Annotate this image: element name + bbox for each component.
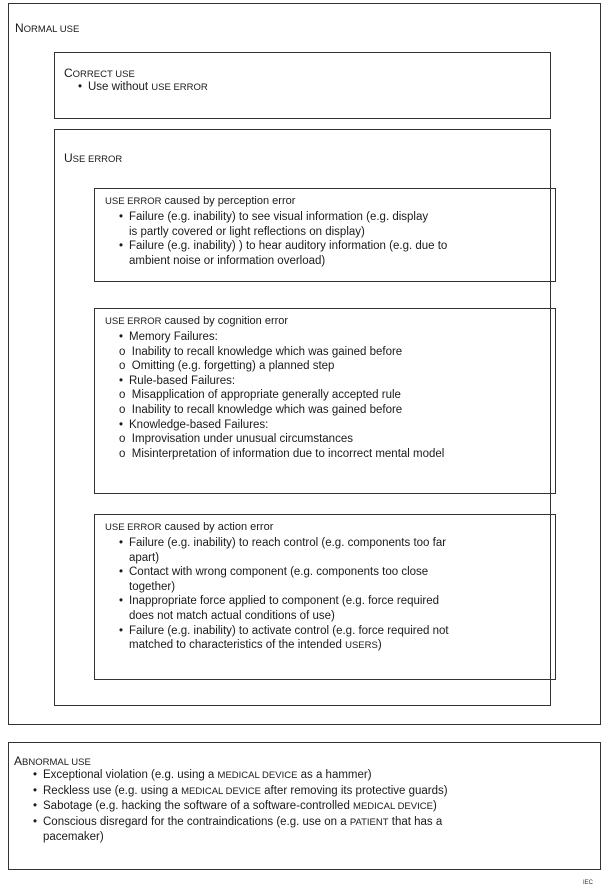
list-item-text: Omitting (e.g. forgetting) a planned step <box>131 360 335 373</box>
memory-failures-label: Memory Failures: <box>129 331 218 343</box>
list-item <box>95 565 555 580</box>
list-item <box>95 225 555 240</box>
list-item-text: apart) <box>129 551 160 564</box>
correct-use-item <box>78 81 208 93</box>
list-item-text: Inability to recall knowledge which was gained before <box>131 345 403 358</box>
abnormal-use-title-rest: BNORMAL USE <box>22 757 91 768</box>
medical-device-sc: MEDICAL DEVICE <box>353 801 433 813</box>
correct-use-title-rest: ORRECT USE <box>72 69 135 80</box>
bullet-icon: • <box>78 81 83 93</box>
list-item <box>95 624 555 639</box>
bullet-icon: • <box>119 331 124 343</box>
list-item-text: Failure (e.g. inability) ) to hear auditory information (e.g. due to <box>129 240 448 253</box>
correct-use-title <box>64 66 135 80</box>
bullet-icon: • <box>119 537 124 549</box>
list-item <box>95 580 555 595</box>
perception-error-box <box>94 188 556 282</box>
list-item <box>95 609 555 624</box>
medical-device-sc: MEDICAL DEVICE <box>181 785 261 797</box>
bullet-icon: • <box>33 769 38 781</box>
circle-bullet-icon: o <box>119 403 126 416</box>
list-subitem <box>95 388 555 403</box>
circle-bullet-icon: o <box>119 345 126 358</box>
knowledge-failures-label: Knowledge-based Failures: <box>129 418 269 431</box>
perception-list <box>95 210 555 268</box>
cognition-title-rest: caused by cognition error <box>161 315 289 327</box>
bullet-icon: • <box>33 815 38 828</box>
list-item-text: Inability to recall knowledge which was gained before <box>131 403 403 416</box>
use-error-title-rest: SE ERROR <box>72 154 123 165</box>
correct-use-box <box>54 52 551 119</box>
list-item-text: does not match actual conditions of use) <box>129 609 335 622</box>
list-subitem <box>95 345 555 360</box>
action-title-rest: caused by action error <box>161 521 274 533</box>
list-item-text: Improvisation under unusual circumstances <box>131 433 353 446</box>
use-error-title-initial: U <box>64 151 73 165</box>
list-item-text: as a hammer) <box>297 769 372 781</box>
list-item-text: Failure (e.g. inability) to reach control (e.g. components too far <box>129 537 447 549</box>
bullet-icon: • <box>119 595 124 608</box>
list-item-text: pacemaker) <box>43 831 104 844</box>
list-item <box>95 536 555 551</box>
normal-use-title-initial: N <box>15 21 24 35</box>
perception-error-title <box>105 195 295 207</box>
perception-title-sc: USE ERROR <box>105 196 162 207</box>
bullet-icon: • <box>119 624 124 637</box>
bullet-icon: • <box>119 240 124 253</box>
bullet-icon: • <box>33 800 38 813</box>
list-item-text: matched to characteristics of the intended <box>129 639 346 652</box>
bullet-icon: • <box>119 374 124 387</box>
list-item <box>95 551 555 566</box>
correct-use-title-initial: C <box>64 66 73 80</box>
list-item-text: Contact with wrong component (e.g. components too close <box>129 566 429 579</box>
abnormal-use-title-initial: A <box>14 754 23 768</box>
list-item <box>9 815 600 831</box>
list-item <box>95 418 555 433</box>
cognition-title-sc: USE ERROR <box>105 316 162 327</box>
circle-bullet-icon: o <box>119 360 126 373</box>
list-item <box>9 830 600 845</box>
list-item <box>95 374 555 389</box>
normal-use-title-rest: ORMAL USE <box>23 24 80 35</box>
list-subitem <box>95 359 555 374</box>
list-item-text: Inappropriate force applied to component (e.g. force required <box>129 595 440 608</box>
list-item-text: Failure (e.g. inability) to activate control (e.g. force required not <box>129 624 449 637</box>
list-subitem <box>95 432 555 447</box>
list-item-text: ) <box>432 800 437 813</box>
list-item <box>9 768 600 784</box>
list-item <box>95 594 555 609</box>
bullet-icon: • <box>119 211 124 223</box>
list-item-text: Sabotage (e.g. hacking the software of a software-controlled <box>43 800 354 813</box>
abnormal-use-title <box>14 754 91 768</box>
normal-use-title <box>15 21 79 35</box>
list-item-tail: ) <box>377 639 382 652</box>
list-subitem <box>95 447 555 462</box>
bullet-icon: • <box>119 418 124 431</box>
cognition-error-title <box>105 315 288 327</box>
list-item-text: Reckless use (e.g. using a <box>43 784 182 797</box>
action-list <box>95 536 555 654</box>
list-item-text: Failure (e.g. inability) to see visual information (e.g. display <box>129 211 429 223</box>
circle-bullet-icon: o <box>119 389 126 402</box>
list-item <box>95 330 555 345</box>
list-item-text: after removing its protective guards) <box>260 784 448 797</box>
action-title-sc: USE ERROR <box>105 522 162 533</box>
correct-use-item-text: Use without <box>88 81 152 93</box>
rule-failures-label: Rule-based Failures: <box>129 374 236 387</box>
bullet-icon: • <box>119 566 124 579</box>
list-item <box>95 254 555 269</box>
bullet-icon: • <box>33 784 38 797</box>
action-error-box <box>94 514 556 680</box>
circle-bullet-icon: o <box>119 433 126 446</box>
action-error-title <box>105 521 273 533</box>
perception-title-rest: caused by perception error <box>161 195 296 207</box>
medical-device-sc: MEDICAL DEVICE <box>217 770 298 781</box>
users-sc: USERS <box>345 640 378 652</box>
correct-use-item-sc: USE ERROR <box>151 82 208 93</box>
list-item <box>95 239 555 254</box>
list-item <box>9 799 600 815</box>
list-item <box>95 210 555 225</box>
list-item <box>95 638 555 654</box>
patient-sc: PATIENT <box>349 816 389 828</box>
list-item-text: Exceptional violation (e.g. using a <box>43 769 218 781</box>
abnormal-list <box>9 768 600 845</box>
list-item-text: Misapplication of appropriate generally accepted rule <box>131 389 401 402</box>
list-item-text: Conscious disregard for the contraindications (e.g. use on a <box>43 815 350 828</box>
iec-label: IEC <box>582 880 593 886</box>
circle-bullet-icon: o <box>119 447 126 460</box>
list-item-text: is partly covered or light reflections on display) <box>129 225 365 238</box>
list-item-text: ambient noise or information overload) <box>129 254 326 267</box>
list-item-text: that has a <box>388 815 443 828</box>
abnormal-use-box <box>8 742 601 870</box>
use-error-title <box>64 151 122 165</box>
list-item-text: Misinterpretation of information due to incorrect mental model <box>131 447 445 460</box>
list-item <box>9 784 600 800</box>
cognition-list <box>95 330 555 461</box>
list-item-text: together) <box>129 580 176 593</box>
list-subitem <box>95 403 555 418</box>
cognition-error-box <box>94 308 556 494</box>
